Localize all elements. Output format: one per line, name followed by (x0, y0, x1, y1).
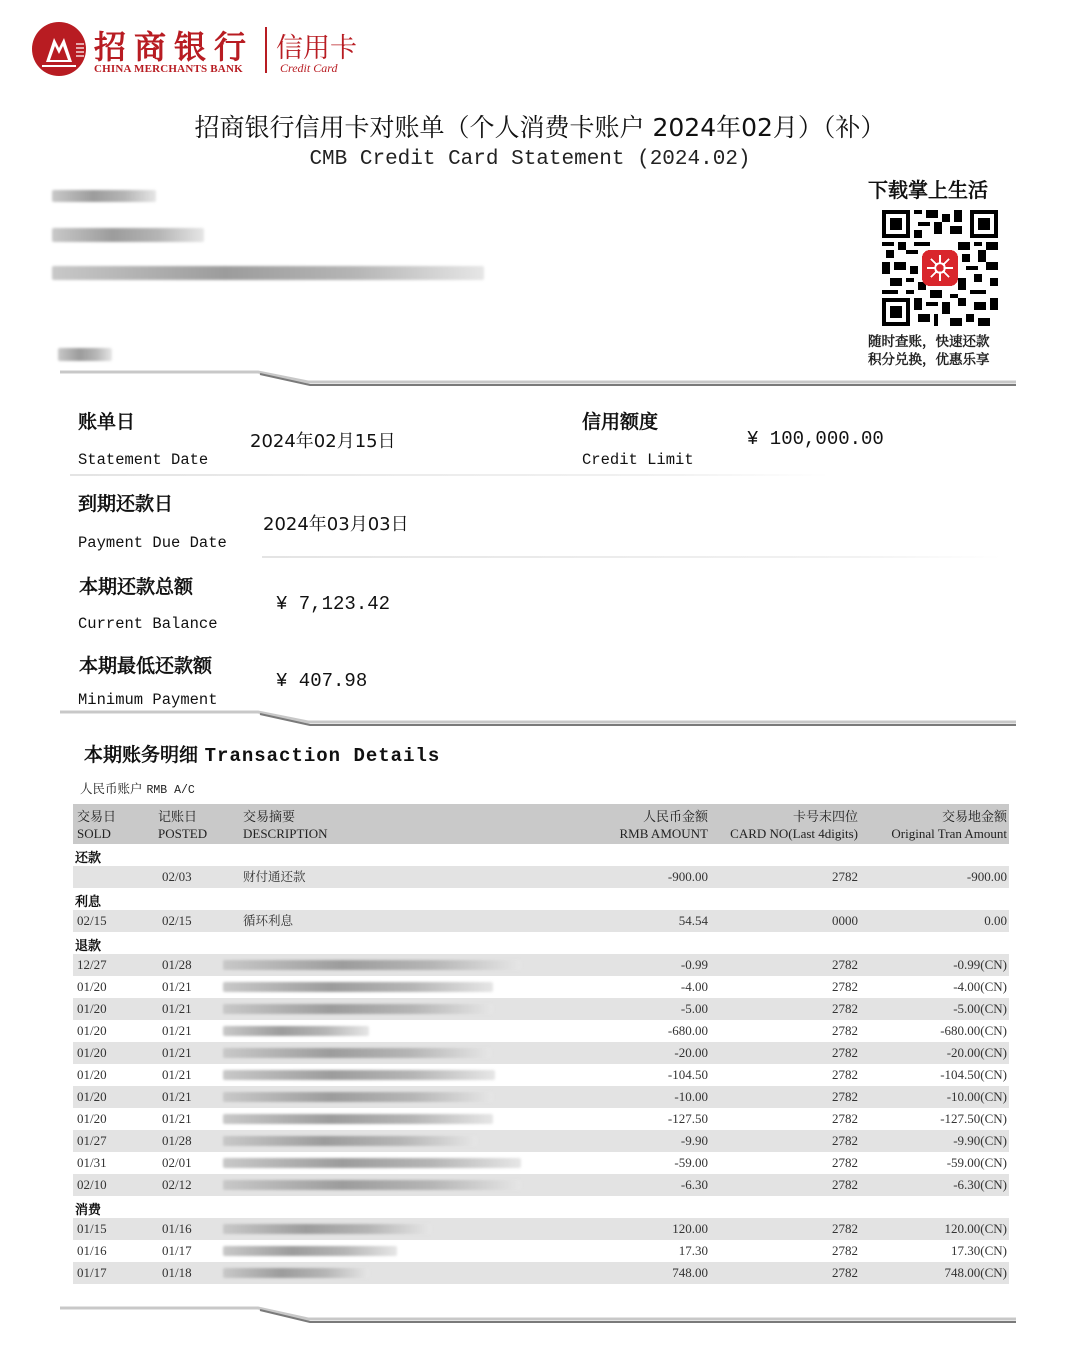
section-divider (60, 1303, 1018, 1325)
current-balance-label-en: Current Balance (78, 615, 218, 633)
section-divider (60, 368, 1018, 386)
redacted-description (223, 1092, 493, 1102)
col-header-description: 交易摘要 DESCRIPTION (243, 809, 328, 841)
category-header: 利息 (75, 895, 102, 910)
table-row[interactable]: 02/10 02/12 -6.30 2782 -6.30(CN) (73, 1174, 1009, 1196)
statement-title-en: CMB Credit Card Statement (2024.02) (309, 148, 751, 171)
redacted-name (52, 190, 156, 202)
transactions-title-cn: 本期账务明细 (84, 744, 199, 766)
table-row[interactable]: 01/27 01/28 -9.90 2782 -9.90(CN) (73, 1130, 1009, 1152)
table-row[interactable]: 01/31 02/01 -59.00 2782 -59.00(CN) (77, 1155, 1007, 1170)
section-divider (60, 708, 1018, 726)
redacted-description (223, 1048, 491, 1058)
credit-limit-value: ¥ 100,000.00 (747, 428, 884, 450)
col-header-original-amount: 交易地金额 Original Tran Amount (891, 809, 1007, 841)
app-download-qr-icon[interactable] (882, 210, 998, 326)
col-header-card-no: 卡号末四位 CARD NO(Last 4digits) (730, 809, 858, 841)
transactions-title (84, 740, 440, 767)
redacted-description (223, 1224, 431, 1234)
table-row[interactable]: 01/20 01/21 -680.00 2782 -680.00(CN) (77, 1023, 1007, 1038)
bank-name-en: CHINA MERCHANTS BANK (94, 63, 243, 75)
redacted-description (223, 1158, 521, 1168)
category-header: 消费 (75, 1203, 102, 1218)
col-header-sold: 交易日 SOLD (77, 809, 117, 841)
table-row[interactable]: 02/15 02/15 循环利息 54.54 0000 0.00 (73, 910, 1009, 932)
statement-date-label-cn: 账单日 (78, 411, 136, 433)
transactions-title-en: Transaction Details (204, 745, 441, 767)
bank-name-cn: 招商银行 (94, 28, 255, 66)
table-row[interactable]: 02/03 财付通还款 -900.00 2782 -900.00 (73, 866, 1009, 888)
account-label (80, 779, 195, 797)
qr-caption-line-2: 积分兑换，优惠乐享 (868, 352, 990, 368)
col-header-rmb-amount: 人民币金额 RMB AMOUNT (619, 809, 708, 841)
table-row[interactable]: 01/16 01/17 17.30 2782 17.30(CN) (77, 1243, 1007, 1258)
qr-caption (868, 333, 990, 369)
product-name-cn: 信用卡 (276, 33, 357, 64)
statement-title-cn: 招商银行信用卡对账单（个人消费卡账户 2024年02月）（补） (194, 113, 886, 142)
redacted-description (223, 1246, 397, 1256)
qr-title: 下载掌上生活 (868, 178, 988, 202)
table-row[interactable]: 01/15 01/16 120.00 2782 120.00(CN) (73, 1218, 1009, 1240)
row-divider (262, 556, 1002, 558)
col-header-posted: 记账日 POSTED (158, 809, 208, 841)
minimum-payment-label-cn: 本期最低还款额 (79, 655, 213, 677)
category-header: 还款 (75, 851, 102, 866)
table-row[interactable]: 01/20 01/21 -104.50 2782 -104.50(CN) (77, 1067, 1007, 1082)
transactions-table (73, 804, 1009, 1284)
account-label-cn: 人民币账户 (80, 781, 143, 796)
redacted-description (223, 1004, 493, 1014)
table-row[interactable]: 01/17 01/18 748.00 2782 748.00(CN) (73, 1262, 1009, 1284)
table-row[interactable]: 01/20 01/21 -10.00 2782 -10.00(CN) (73, 1086, 1009, 1108)
redacted-description (223, 1180, 521, 1190)
credit-limit-label-cn: 信用额度 (582, 411, 659, 433)
due-date-label-en: Payment Due Date (78, 534, 227, 552)
qr-caption-line-1: 随时查账，快速还款 (868, 334, 990, 350)
product-name-en: Credit Card (280, 61, 338, 75)
redacted-description (223, 1136, 477, 1146)
category-header: 退款 (75, 939, 102, 954)
account-label-en: RMB A/C (146, 784, 195, 797)
redacted-address-line-1 (52, 228, 204, 242)
due-date-label-cn: 到期还款日 (78, 493, 174, 515)
statement-date-value: 2024年02月15日 (250, 431, 396, 452)
table-row[interactable]: 01/20 01/21 -4.00 2782 -4.00(CN) (77, 979, 1007, 994)
redacted-description (223, 1026, 369, 1036)
redacted-description (223, 1070, 495, 1080)
table-row[interactable]: 01/20 01/21 -20.00 2782 -20.00(CN) (73, 1042, 1009, 1064)
table-row[interactable]: 01/20 01/21 -127.50 2782 -127.50(CN) (77, 1111, 1007, 1126)
minimum-payment-label-en: Minimum Payment (78, 691, 218, 709)
redacted-address-line-2 (52, 266, 484, 280)
table-row[interactable]: 01/20 01/21 -5.00 2782 -5.00(CN) (73, 998, 1009, 1020)
statement-date-label-en: Statement Date (78, 451, 209, 469)
row-divider (70, 474, 830, 476)
minimum-payment-value: ¥ 407.98 (276, 670, 368, 692)
logo-divider (265, 27, 267, 73)
due-date-value: 2024年03月03日 (263, 514, 409, 535)
redacted-postcode (58, 348, 112, 361)
redacted-description (223, 1114, 493, 1124)
redacted-description (223, 960, 521, 970)
redacted-description (223, 1268, 369, 1278)
redacted-description (223, 982, 493, 992)
current-balance-value: ¥ 7,123.42 (276, 593, 391, 615)
current-balance-label-cn: 本期还款总额 (79, 576, 194, 598)
table-row[interactable]: 12/27 01/28 -0.99 2782 -0.99(CN) (73, 954, 1009, 976)
table-header (73, 804, 1009, 844)
cmb-logo-icon (32, 22, 86, 76)
credit-limit-label-en: Credit Limit (582, 451, 694, 469)
